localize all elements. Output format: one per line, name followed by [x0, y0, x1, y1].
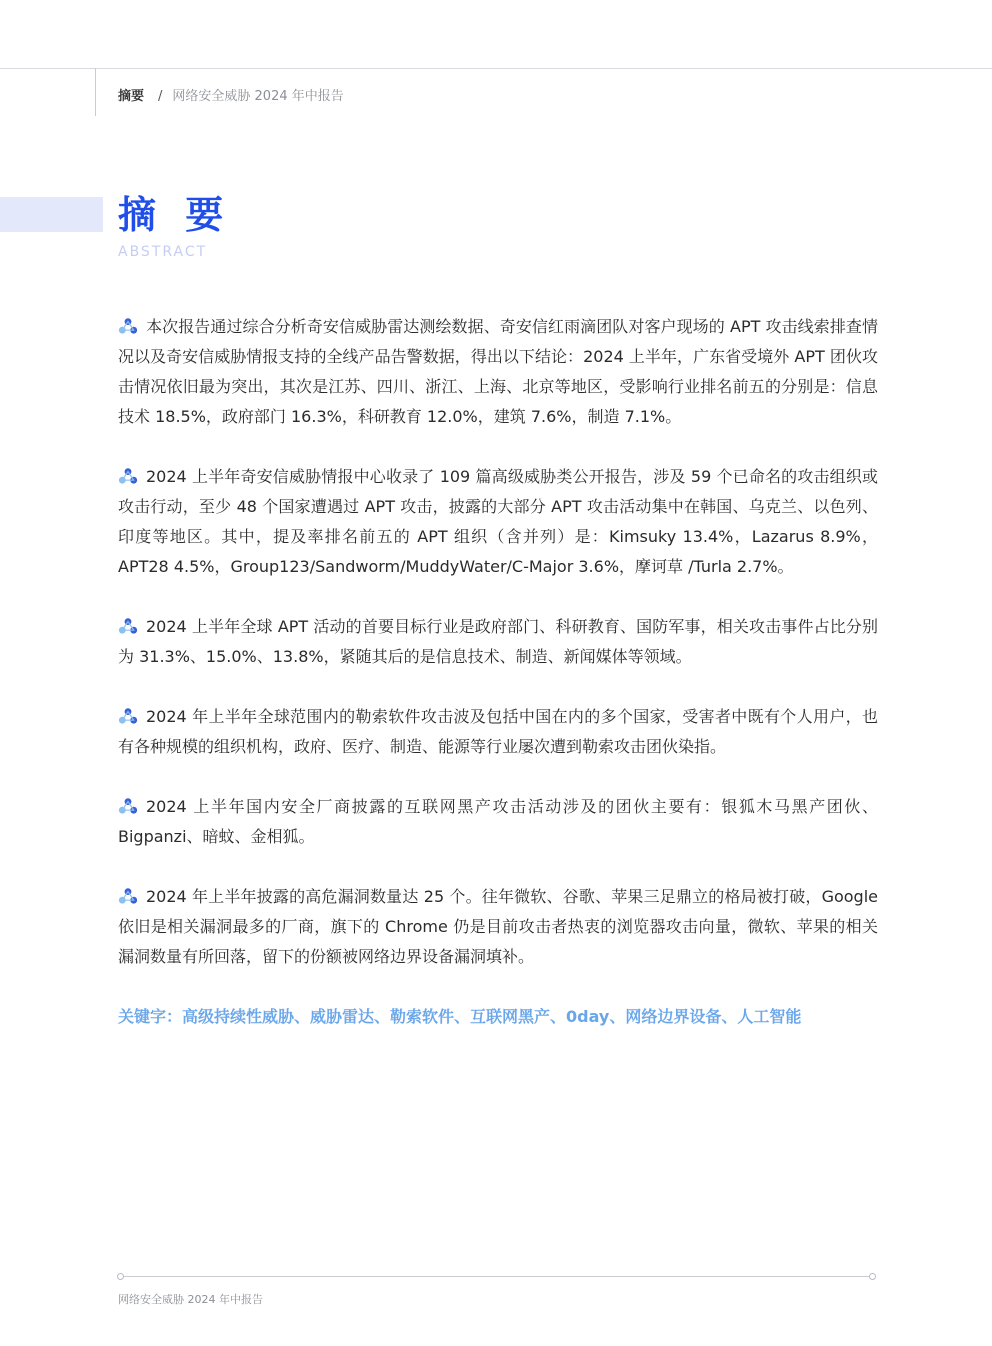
- page-title: 摘 要: [118, 193, 232, 237]
- paragraph-text: 本次报告通过综合分析奇安信威胁雷达测绘数据、奇安信红雨滴团队对客户现场的 APT 攻击线索排查情况以及奇安信威胁情报支持的全线产品告警数据，得出以下结论：2024 上半年，广东省受境外 APT 团伙攻击情况依旧最为突出，其次是江苏、四川、浙江、上海、北京等地区，受影响行业排名前五的分别是：信息技术 18.5%，政府部门 16.3%，科研教育 12.0%，建筑 7.6%，制造 7.1%。: [118, 317, 878, 426]
- abstract-paragraph: [118, 612, 878, 672]
- paragraph-text: 2024 上半年全球 APT 活动的首要目标行业是政府部门、科研教育、国防军事，相关攻击事件占比分别为 31.3%、15.0%、13.8%，紧随其后的是信息技术、制造、新闻媒体等领域。: [118, 617, 878, 666]
- footer-document-title: 网络安全威胁 2024 年中报告: [118, 1293, 263, 1306]
- footer-rule-start-dot: [117, 1273, 124, 1280]
- footer-rule: [120, 1276, 872, 1277]
- header-divider: [95, 68, 96, 116]
- three-circles-triangle-icon: [118, 467, 138, 485]
- abstract-paragraph: [118, 882, 878, 972]
- three-circles-triangle-icon: [118, 887, 138, 905]
- abstract-paragraph: [118, 462, 878, 582]
- abstract-paragraph: [118, 792, 878, 852]
- footer-rule-end-dot: [869, 1273, 876, 1280]
- abstract-content: [118, 312, 878, 1032]
- page-subtitle: ABSTRACT: [118, 244, 208, 260]
- header-rule: [0, 68, 992, 69]
- keywords-line: 关键字：高级持续性威胁、威胁雷达、勒索软件、互联网黑产、0day、网络边界设备、人工智能: [118, 1007, 802, 1026]
- paragraph-text: 2024 年上半年披露的高危漏洞数量达 25 个。往年微软、谷歌、苹果三足鼎立的格局被打破，Google 依旧是相关漏洞最多的厂商，旗下的 Chrome 仍是目前攻击者热衷的浏览器攻击向量，微软、苹果的相关漏洞数量有所回落，留下的份额被网络边界设备漏洞填补。: [118, 887, 878, 966]
- paragraph-text: 2024 上半年国内安全厂商披露的互联网黑产攻击活动涉及的团伙主要有：银狐木马黑产团伙、Bigpanzi、暗蚊、金相狐。: [118, 797, 878, 846]
- three-circles-triangle-icon: [118, 317, 138, 335]
- breadcrumb-current: 摘要: [118, 89, 145, 104]
- three-circles-triangle-icon: [118, 617, 138, 635]
- abstract-paragraph: [118, 312, 878, 432]
- paragraph-text: 2024 年上半年全球范围内的勒索软件攻击波及包括中国在内的多个国家，受害者中既有个人用户，也有各种规模的组织机构，政府、医疗、制造、能源等行业屡次遭到勒索攻击团伙染指。: [118, 707, 878, 756]
- three-circles-triangle-icon: [118, 797, 138, 815]
- paragraph-text: 2024 上半年奇安信威胁情报中心收录了 109 篇高级威胁类公开报告，涉及 59 个已命名的攻击组织或攻击行动，至少 48 个国家遭遇过 APT 攻击，披露的大部分 APT 攻击活动集中在韩国、乌克兰、以色列、印度等地区。其中，提及率排名前五的 APT 组织（含并列）是：Kimsuky 13.4%，Lazarus 8.9%，APT28 4.5%，Group123/Sandworm/MuddyWater/C-Major 3.6%，摩诃草 /Turla 2.7%。: [118, 467, 878, 576]
- breadcrumb-document: 网络安全威胁 2024 年中报告: [172, 89, 344, 104]
- abstract-paragraph: [118, 702, 878, 762]
- breadcrumb: [118, 88, 344, 106]
- title-accent-bar: [0, 197, 103, 232]
- three-circles-triangle-icon: [118, 707, 138, 725]
- breadcrumb-separator: /: [158, 89, 163, 104]
